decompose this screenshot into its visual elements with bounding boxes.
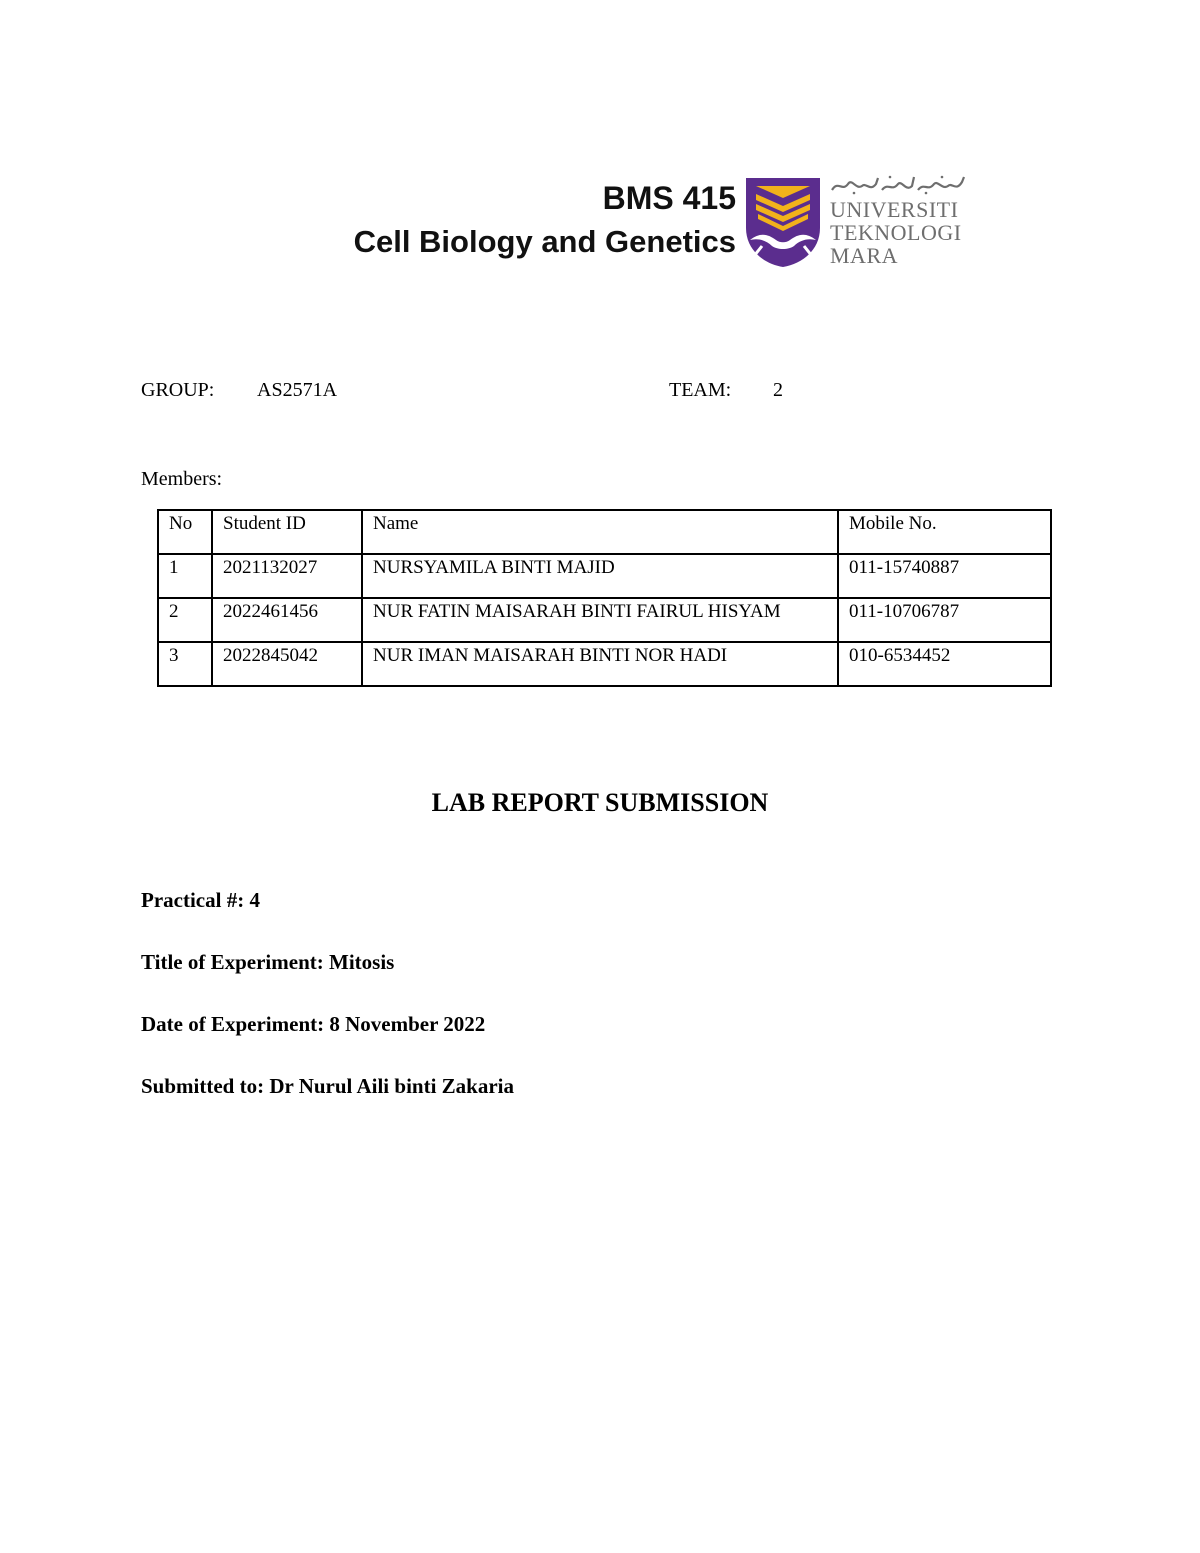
- table-row: [158, 554, 1051, 598]
- course-code: BMS 415: [602, 180, 736, 216]
- table-row: [158, 642, 1051, 686]
- submitted-to: Submitted to: Dr Nurul Aili binti Zakaria: [141, 1074, 514, 1098]
- university-wordmark: [830, 174, 970, 268]
- cell-name: NUR IMAN MAISARAH BINTI NOR HADI: [362, 642, 838, 686]
- uitm-crest-logo: [744, 176, 822, 268]
- university-name-line3: MARA: [830, 243, 899, 268]
- members-label: Members:: [141, 468, 223, 490]
- column-header-no: No: [158, 510, 212, 554]
- members-table: [157, 509, 1052, 687]
- experiment-title: Title of Experiment: Mitosis: [141, 950, 395, 974]
- cell-name: NURSYAMILA BINTI MAJID: [362, 554, 838, 598]
- cell-mobile: 011-10706787: [838, 598, 1051, 642]
- course-name: Cell Biology and Genetics: [353, 224, 736, 259]
- cell-no: 1: [158, 554, 212, 598]
- cell-name: NUR FATIN MAISARAH BINTI FAIRUL HISYAM: [362, 598, 838, 642]
- cell-mobile: 011-15740887: [838, 554, 1051, 598]
- column-header-student-id: Student ID: [212, 510, 362, 554]
- group-value: AS2571A: [257, 379, 338, 401]
- practical-number: Practical #: 4: [141, 888, 260, 912]
- cell-no: 2: [158, 598, 212, 642]
- column-header-name: Name: [362, 510, 838, 554]
- table-row: [158, 598, 1051, 642]
- cell-student-id: 2022461456: [212, 598, 362, 642]
- cell-no: 3: [158, 642, 212, 686]
- cell-student-id: 2022845042: [212, 642, 362, 686]
- team-label: TEAM:: [669, 379, 732, 401]
- experiment-date: Date of Experiment: 8 November 2022: [141, 1012, 486, 1036]
- jawi-script-logo: [830, 174, 966, 196]
- cell-student-id: 2021132027: [212, 554, 362, 598]
- course-header: [250, 176, 736, 264]
- column-header-mobile: Mobile No.: [838, 510, 1051, 554]
- team-value: 2: [773, 379, 783, 401]
- submission-title: LAB REPORT SUBMISSION: [431, 788, 769, 817]
- group-label: GROUP:: [141, 379, 215, 401]
- university-name-line1: UNIVERSITI: [830, 197, 959, 222]
- university-name-line2: TEKNOLOGI: [830, 220, 962, 245]
- table-header-row: [158, 510, 1051, 554]
- cell-mobile: 010-6534452: [838, 642, 1051, 686]
